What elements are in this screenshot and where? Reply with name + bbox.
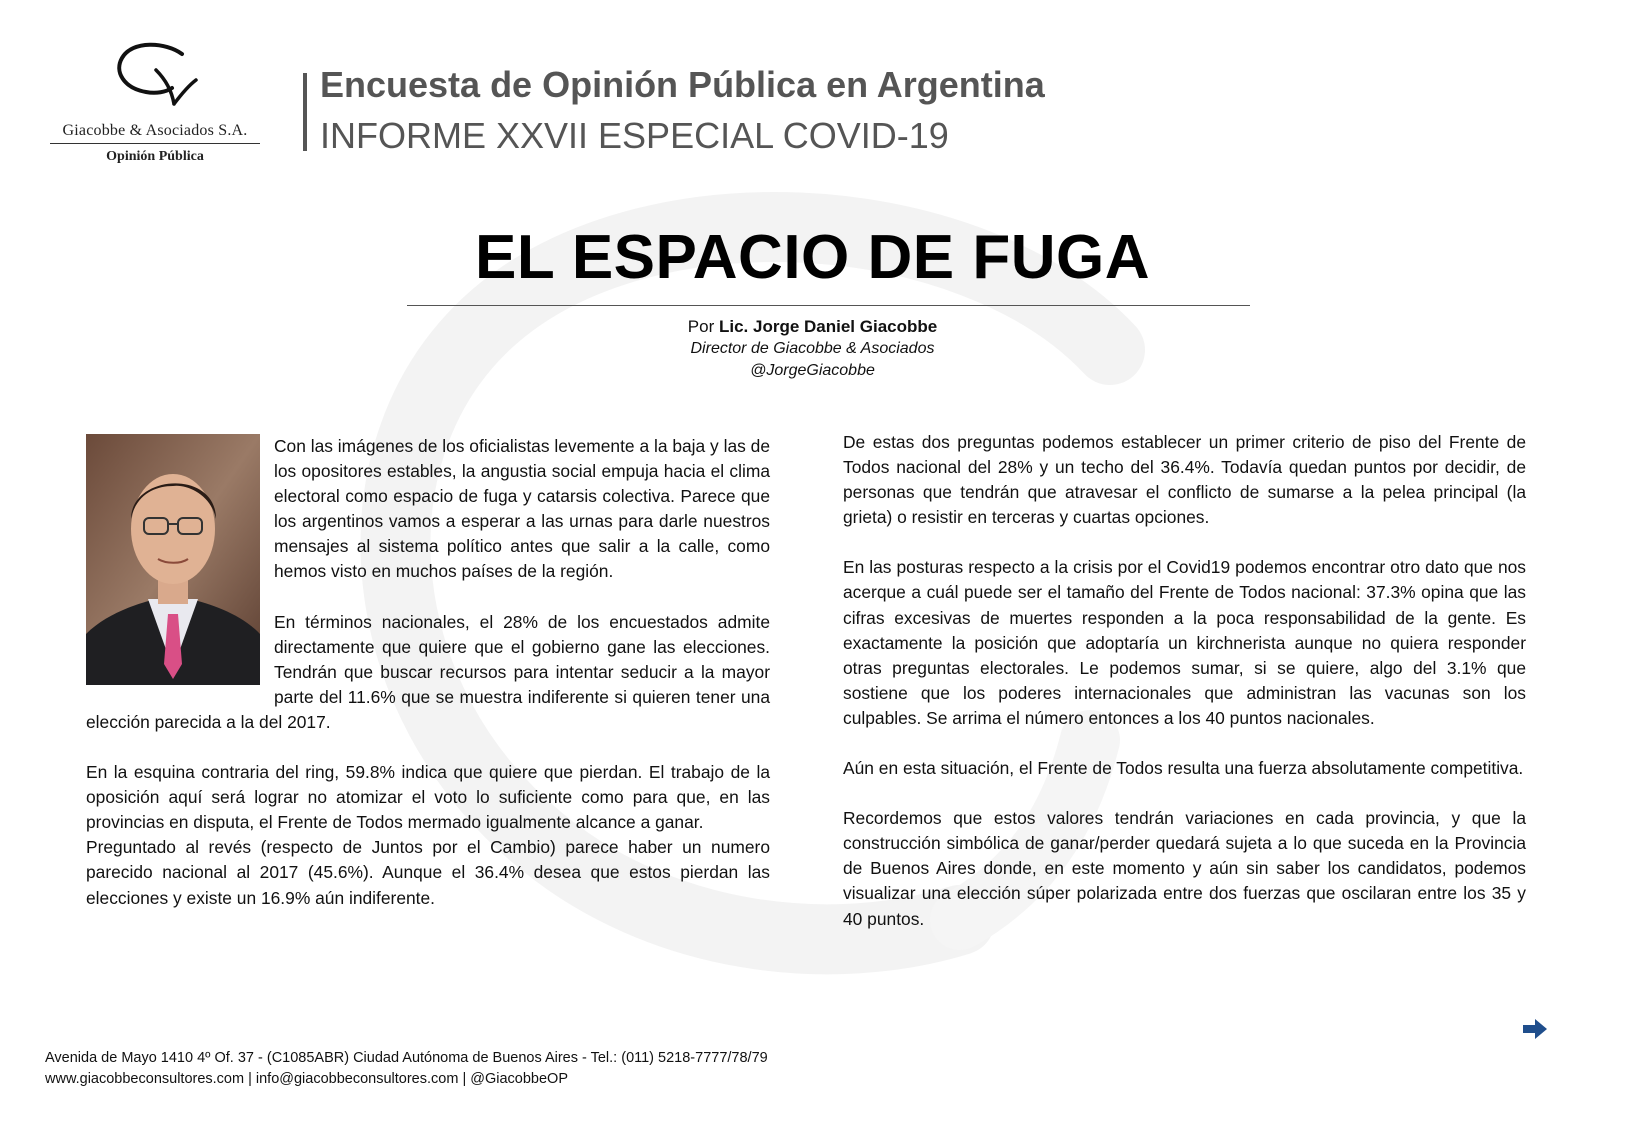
arrow-right-icon[interactable] xyxy=(1522,1018,1548,1040)
logo-mark-icon xyxy=(110,40,200,120)
right-column xyxy=(843,430,1526,932)
footer xyxy=(45,1048,768,1090)
byline-prefix: Por xyxy=(687,317,715,336)
left-paragraph-3: En la esquina contraria del ring, 59.8% indica que quiere que pierdan. El trabajo de la oposición aquí será lograr no atomizar el voto lo suficiente como para que, en las provincias en disputa, el Frente de Todos mermado igualmente alcance a ganar. xyxy=(86,762,770,833)
left-paragraph-2: En términos nacionales, el 28% de los encuestados admite directamente que quiere que el gobierno gane las elecciones. Tendrán que buscar recursos para intentar seducir a la mayor parte del 11.6% que se muestra indiferente si quieren tener una elección parecida a la del 2017. xyxy=(86,611,770,732)
author-name: Lic. Jorge Daniel Giacobbe xyxy=(718,317,938,336)
byline xyxy=(0,316,1625,382)
right-paragraph-4: Recordemos que estos valores tendrán variaciones en cada provincia, y que la construcción simbólica de ganar/perder quedará sujeta a lo que suceda en la Provincia de Buenos Aires donde, en este momento y aún sin saber los candidatos, podemos visualizar una elección súper polarizada entre dos fuerzas que oscilaran entre los 35 y 40 puntos. xyxy=(843,808,1526,929)
logo-subtitle: Opinión Pública xyxy=(106,149,204,164)
right-paragraph-1: De estas dos preguntas podemos establecer un primer criterio de piso del Frente de Todos nacional del 28% y un techo del 36.4%. Todavía quedan puntos por decidir, de personas que tendrán que atravesar el conflicto de sumarse a la pelea principal (la grieta) o resistir en terceras y cuartas opciones. xyxy=(843,432,1526,528)
logo-company-name: Giacobbe & Asociados S.A. xyxy=(50,122,260,144)
author-photo xyxy=(86,434,260,685)
author-handle: @JorgeGiacobbe xyxy=(750,362,875,379)
right-paragraph-2: En las posturas respecto a la crisis por el Covid19 podemos encontrar otro dato que nos acerque a cuál puede ser el tamaño del Frente de Todos nacional: 37.3% opina que las cifras excesivas de muertes responden a la poca responsabilidad de la gente. Es exactamente la posición que adoptaría un kirchnerista aunque no quiera responder otras preguntas electorales. Le podemos sumar, si se quiere, algo del 3.1% que sostiene que los poderes internacionales que administran las vacunas son los culpables. Se arrima el número entonces a los 40 puntos nacionales. xyxy=(843,557,1526,728)
company-logo xyxy=(50,40,260,165)
report-title: Encuesta de Opinión Pública en Argentina xyxy=(320,64,1045,105)
left-column xyxy=(86,434,770,911)
report-subtitle: INFORME XXVII ESPECIAL COVID-19 xyxy=(320,115,949,156)
title-divider xyxy=(407,305,1250,306)
right-paragraph-3: Aún en esta situación, el Frente de Todos resulta una fuerza absolutamente competitiva. xyxy=(843,758,1524,779)
article-title: EL ESPACIO DE FUGA xyxy=(474,223,1150,292)
byline-author-line xyxy=(0,316,1625,338)
left-paragraph-1: Con las imágenes de los oficialistas levemente a la baja y las de los opositores estables, la angustia social empuja hacia el clima electoral como espacio de fuga y catarsis colectiva. Parece que los argentinos vamos a esperar a las urnas para darle nuestros mensajes al sistema político antes que salir a la calle, como hemos visto en muchos países de la región. xyxy=(274,436,770,582)
author-role: Director de Giacobbe & Asociados xyxy=(690,340,935,357)
footer-address: Avenida de Mayo 1410 4º Of. 37 - (C1085ABR) Ciudad Autónoma de Buenos Aires - Tel.: (011) 5218-7777/78/79 xyxy=(45,1050,768,1066)
footer-contact: www.giacobbeconsultores.com | info@giacobbeconsultores.com | @GiacobbeOP xyxy=(45,1071,568,1087)
header-divider xyxy=(303,73,307,151)
left-paragraph-4: Preguntado al revés (respecto de Juntos por el Cambio) parece haber un numero parecido nacional al 2017 (45.6%). Aunque el 36.4% desea que estos pierdan las elecciones y existe un 16.9% aún indiferente. xyxy=(86,837,770,908)
